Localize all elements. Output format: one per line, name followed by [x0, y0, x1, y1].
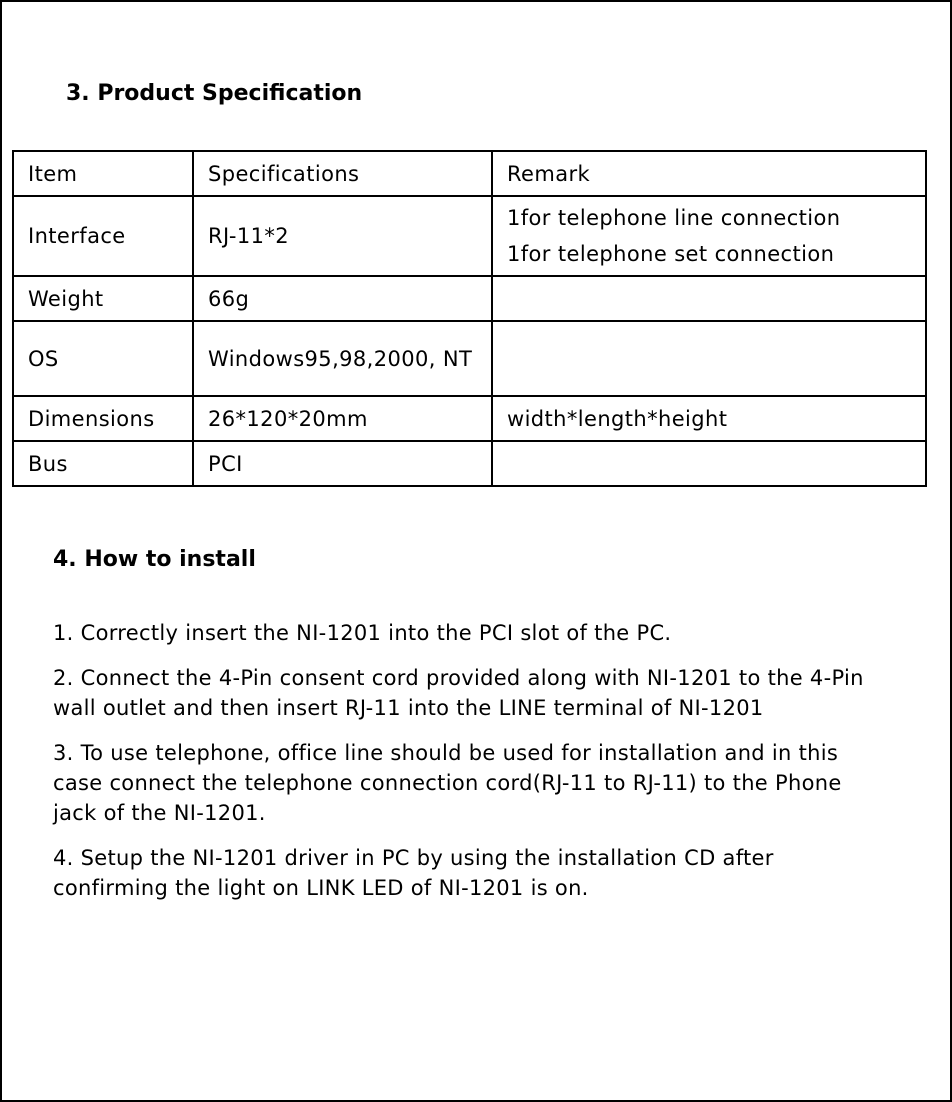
cell-item: Dimensions — [13, 396, 193, 441]
install-step: 3. To use telephone, office line should be used for installation and in this case connect the telephone connection cord(RJ-11 to RJ-11) to the Phone jack of the NI-1201. — [53, 741, 842, 825]
table-row — [13, 441, 926, 486]
install-step: 1. Correctly insert the NI-1201 into the PCI slot of the PC. — [53, 621, 672, 645]
cell-remark — [492, 321, 926, 396]
table-row — [13, 276, 926, 321]
cell-item: Weight — [13, 276, 193, 321]
cell-spec: RJ-11*2 — [193, 196, 492, 276]
remark-line: 1for telephone set connection — [507, 242, 835, 266]
spec-section-title: 3. Product Specification — [66, 81, 363, 106]
remark-line: 1for telephone line connection — [507, 206, 841, 230]
table-row — [13, 396, 926, 441]
install-section-title: 4. How to install — [53, 547, 256, 572]
cell-item: OS — [13, 321, 193, 396]
install-steps — [53, 618, 883, 918]
cell-item: Interface — [13, 196, 193, 276]
cell-spec: 66g — [193, 276, 492, 321]
cell-remark — [492, 276, 926, 321]
install-step: 4. Setup the NI-1201 driver in PC by using the installation CD after confirming the light on LINK LED of NI-1201 is on. — [53, 846, 774, 900]
cell-spec: 26*120*20mm — [193, 396, 492, 441]
cell-item: Bus — [13, 441, 193, 486]
table-row — [13, 321, 926, 396]
header-item: Item — [13, 151, 193, 196]
cell-remark: width*length*height — [492, 396, 926, 441]
cell-spec: PCI — [193, 441, 492, 486]
table-row — [13, 196, 926, 276]
header-specifications: Specifications — [193, 151, 492, 196]
header-remark: Remark — [492, 151, 926, 196]
cell-remark — [492, 441, 926, 486]
cell-remark — [492, 196, 926, 276]
install-step: 2. Connect the 4-Pin consent cord provided along with NI-1201 to the 4-Pin wall outlet and then insert RJ-11 into the LINE terminal of NI-1201 — [53, 666, 864, 720]
table-header-row — [13, 151, 926, 196]
spec-table — [12, 150, 927, 487]
cell-spec: Windows95,98,2000, NT — [193, 321, 492, 396]
